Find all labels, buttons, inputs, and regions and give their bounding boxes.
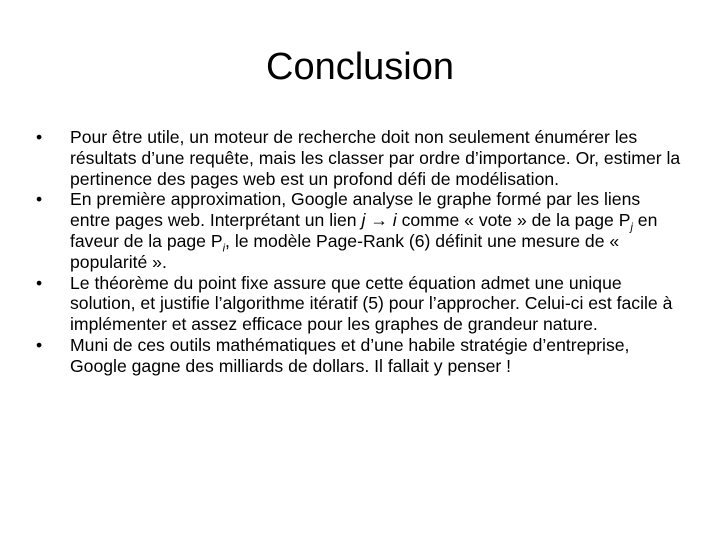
bullet-item-4 [36,335,684,377]
bullet-item-1 [36,127,684,189]
subscript-j: j [630,221,633,234]
bullet-2-part-4: , le modèle Page-Rank (6) définit une mesure de « popularité ». [70,230,620,272]
bullet-marker: • [36,334,43,355]
arrow-symbol: → [365,210,393,231]
bullet-2-part-2: comme « vote » de la page P [396,210,631,231]
link-source-variable: j [361,210,366,231]
bullet-marker: • [36,127,43,147]
subscript-i: i [222,242,226,255]
bullet-marker: • [36,272,43,293]
bullet-list [36,127,684,377]
bullet-text-3: Le théorème du point fixe assure que cette équation admet une unique solution, et justifie l’algorithme itératif (5) pour l’approcher. Celui-ci est facile à implémenter et assez efficace pour les graphes de grandeur nature. [70,272,673,335]
bullet-2-part-3: en faveur de la page P [70,210,658,251]
link-target-variable: i [392,210,397,231]
bullet-text-1: Pour être utile, un moteur de recherche doit non seulement énumérer les résultats d’une requête, mais les classer par ordre d’importance. Or, estimer la pertinence des pages web est un profond défi de modélisation. [70,127,681,189]
bullet-text-4: Muni de ces outils mathématiques et d’une habile stratégie d’entreprise, Google gagne des milliards de dollars. Il fallait y penser ! [70,334,630,376]
bullet-item-2 [36,189,684,272]
bullet-2-part-1: En première approximation, Google analyse le graphe formé par les liens entre pages web. Interprétant un lien [70,189,641,231]
bullet-item-3 [36,273,684,335]
bullet-marker: • [36,189,43,210]
bullet-text-2 [70,189,684,272]
slide-title: Conclusion [266,46,454,88]
